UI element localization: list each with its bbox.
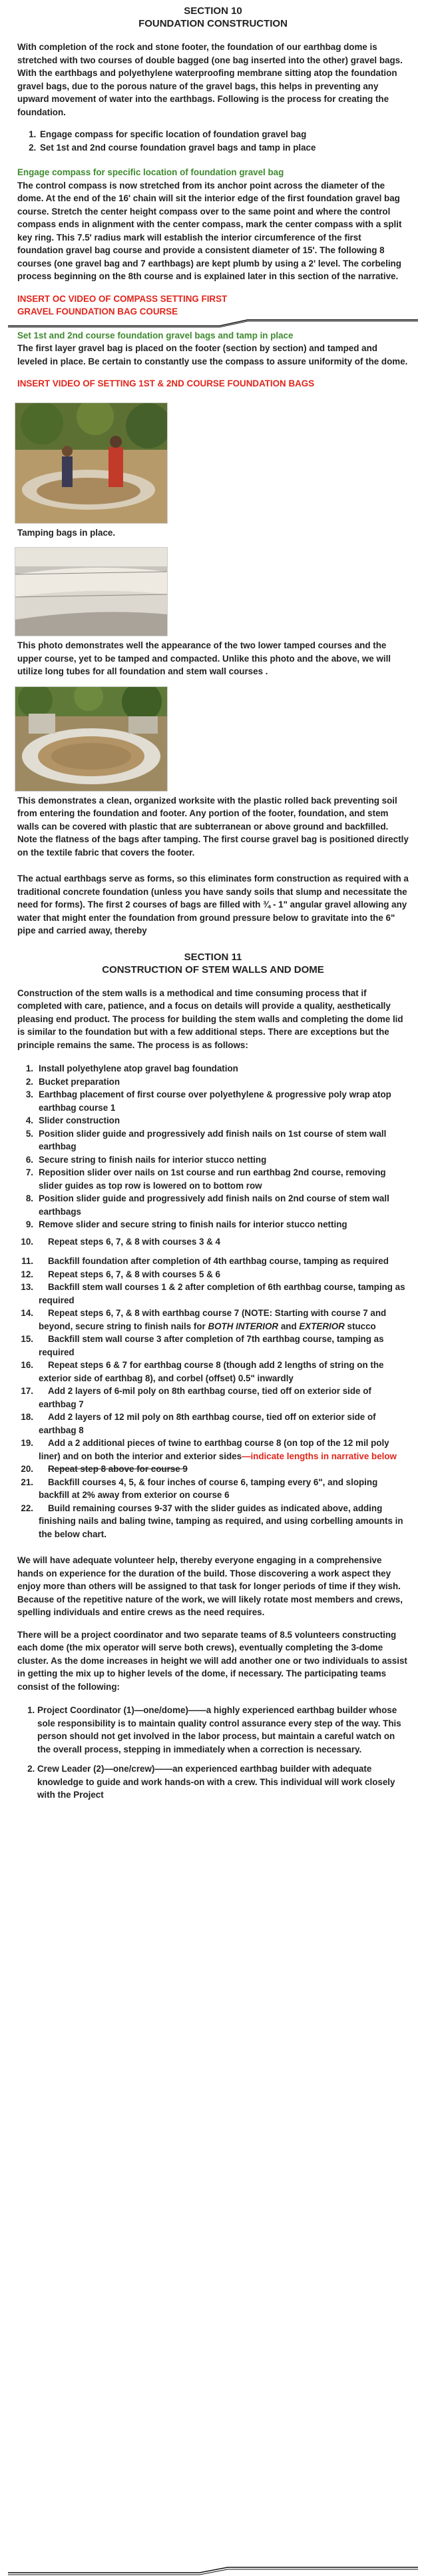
section-10-intro: With completion of the rock and stone footer, the foundation of our earthbag dome is stretched with two courses of double bagged (one bag inserted into the other) gravel bags. With the earthbags and polyethylene waterproofing membrane sitting atop the foundation gravel bags, due to the porous nature of the gravel bags, this helps in preventing any upward movement of water into the earthbags. Following is the process for creating the foundation.: [17, 42, 403, 117]
step-item: 5. Position slider guide and progressively add finish nails on 1st course of stem wall earthbag: [25, 1128, 387, 1151]
section-title: FOUNDATION CONSTRUCTION: [138, 18, 288, 29]
step-item: 9. Remove slider and secure string to finish nails for interior stucco netting: [25, 1219, 347, 1229]
step-item: 11. Backfill foundation after completion of 4th earthbag course, tamping as required: [21, 1256, 389, 1266]
team-roles: [0, 1704, 426, 1802]
set-course-heading: Set 1st and 2nd course foundation gravel bags and tamp in place: [17, 330, 294, 340]
step-item: 15. Backfill stem wall course 3 after completion of 7th earthbag course, tamping as required: [21, 1334, 384, 1357]
outline-item: 2. Set 1st and 2nd course foundation gravel bags and tamp in place: [39, 141, 409, 155]
divider-line: [0, 319, 426, 328]
coordinator-text: There will be a project coordinator and two separate teams of 8.5 volunteers constructing each dome (the mix operator will serve both crews), eventually completing the 3-dome cluster. As the dome increases in height we will add another one or two individuals to assist in getting the mix up to higher levels of the dome, if necessary. The participating teams consist of the following:: [17, 1629, 407, 1692]
step-item: 4. Slider construction: [25, 1115, 120, 1125]
step-item: 3. Earthbag placement of first course over polyethylene & progressive poly wrap atop earthbag course 1: [25, 1089, 391, 1113]
step-item: 21. Backfill courses 4, 5, & four inches of course 6, tamping every 6", and sloping backfill at 2% away from exterior on course 6: [21, 1477, 378, 1500]
section-number: SECTION 11: [184, 951, 242, 963]
foundation-outline: [0, 128, 426, 154]
volunteer-text: We will have adequate volunteer help, thereby everyone engaging in a comprehensive hands on experience for the duration of the build. Those discovering a work aspect they enjoy more than others will be assigned to that task for longer periods of time if they wish. Because of the repetitive nature of the work, we will likely rotate most members and crews, spelling individuals and entire crews as the need requires.: [17, 1555, 403, 1617]
photo-tamped-courses: [15, 547, 168, 636]
section-title: CONSTRUCTION OF STEM WALLS AND DOME: [102, 964, 324, 975]
photo-tamping-bags: [15, 402, 168, 524]
step-item: 6. Secure string to finish nails for interior stucco netting: [25, 1154, 267, 1165]
set-course-text: The first layer gravel bag is placed on the footer (section by section) and tamped and leveled in place. Be certain to constantly use the compass to assure uniformity of the dome.: [17, 343, 408, 366]
divider-line: [0, 2567, 426, 2576]
construction-steps: [0, 1062, 426, 1541]
compass-text: The control compass is now stretched from its anchor point across the diameter of the dome. At the end of the 16' chain will sit the interior edge of the first foundation gravel bag course. Stretch the center height compass over to the same point and where the control compass ends in alignment with the center compass, mark the center compass with a split key ring. This 7.5' radius mark will establish the interior circumference of the first foundation gravel bag course and provide a consistent diameter of 15'. The following 8 courses (one gravel bag and 7 earthbags) are kept plumb by using a 2' level. The corbeling process beginning on the 8th course and is explained later in this section of the narrative.: [17, 180, 402, 281]
caption-worksite: This demonstrates a clean, organized worksite with the plastic rolled back preventing soil from entering the foundation and footer. Any portion of the footer, foundation, and stem walls can be covered with plastic that are subterranean or above ground and backfilled. Note the flatness of the bags after tamping. The first course gravel bag is positioned directly on the textile fabric that covers the footer.: [17, 795, 409, 858]
role-item: 1. Project Coordinator (1)—one/dome)——a highly experienced earthbag builder whose sole responsibility is to maintain quality control assurance every step of the way. This person should not get involved in the labor process, but maintain a careful watch on the overall process, stepping in immediately when a correction is necessary.: [37, 1704, 409, 1756]
caption-tamped-courses: This photo demonstrates well the appearance of the two lower tamped courses and the upper course, yet to be tamped and compacted. Unlike this photo and the above, we will utilize long tubes for all foundation and stem wall courses .: [17, 640, 391, 676]
step-item: 2. Bucket preparation: [25, 1076, 120, 1087]
step-item: 10. Repeat steps 6, 7, & 8 with courses 3 & 4: [21, 1236, 220, 1247]
outline-item: 1. Engage compass for specific location of foundation gravel bag: [39, 128, 409, 141]
role-item: 2. Crew Leader (2)—one/crew)——an experienced earthbag builder with adequate knowledge to guide and work hands-on with a crew. This individual will work closely with the Project: [37, 1762, 409, 1802]
step-item: 14. Repeat steps 6, 7, & 8 with earthbag course 7 (NOTE: Starting with course 7 and beyond, secure string to finish nails for BOTH INTERIOR and EXTERIOR stucco: [21, 1308, 387, 1331]
step-item: 8. Position slider guide and progressively add finish nails on 2nd course of stem wall earthbags: [25, 1193, 389, 1217]
insert-compass-video-note: INSERT OC VIDEO OF COMPASS SETTING FIRST GRAVEL FOUNDATION BAG COURSE: [17, 293, 228, 317]
insert-setting-video-note: INSERT VIDEO OF SETTING 1ST & 2ND COURSE FOUNDATION BAGS: [17, 378, 315, 388]
step-item: 12. Repeat steps 6, 7, & 8 with courses 5 & 6: [21, 1269, 220, 1279]
section-10-header: [0, 5, 426, 30]
section-11-intro: Construction of the stem walls is a methodical and time consuming process that if completed with care, patience, and a focus on details will provide a quality, aesthetically pleasing end product. The process for building the stem walls and completing the dome lid is similar to the foundation but with a few additional steps. There are exceptions but the principle remains the same. The process is as follows:: [17, 987, 403, 1050]
step-item: 20. Repeat step 8 above for course 9: [21, 1464, 188, 1474]
narrative-note: —indicate lengths in narrative below: [242, 1451, 397, 1461]
step-item: 18. Add 2 layers of 12 mil poly on 8th earthbag course, tied off on exterior side of earthbag 8: [21, 1412, 376, 1435]
step-item: 17. Add 2 layers of 6-mil poly on 8th earthbag course, tied off on exterior side of earthbag 7: [21, 1386, 371, 1409]
step-item: 16. Repeat steps 6 & 7 for earthbag course 8 (though add 2 lengths of string on the exterior side of earthbag 8), and corbel (offset) 0.5" inwardly: [21, 1360, 384, 1383]
compass-heading: Engage compass for specific location of foundation gravel bag: [17, 167, 284, 177]
section-number: SECTION 10: [184, 5, 242, 17]
section-11-header: [0, 951, 426, 976]
earthbags-forms-text: The actual earthbags serve as forms, so this eliminates form construction as required with a traditional concrete foundation (unless you have sandy soils that slump and necessitate the need for forms). The first 2 courses of bags are filled with ¾ - 1" angular gravel allowing any water that might enter the foundation from ground pressure below to gravitate into the 6" pipe and carried away, thereby: [17, 874, 409, 936]
step-item: 22. Build remaining courses 9-37 with the slider guides as indicated above, adding finishing nails and baling twine, tamping as required, and using corbelling amounts in the below chart.: [21, 1503, 403, 1539]
step-item: 19. Add a 2 additional pieces of twine to earthbag course 8 (on top of the 12 mil poly liner) and on both the interior and exterior sides—indicate lengths in narrative below: [21, 1438, 397, 1461]
caption-tamping: Tamping bags in place.: [17, 527, 116, 538]
step-item: 7. Reposition slider over nails on 1st course and run earthbag 2nd course, removing slider guides as top row is lowered on to bottom row: [25, 1167, 386, 1191]
step-item: 1. Install polyethylene atop gravel bag foundation: [25, 1063, 238, 1073]
photo-worksite: [15, 686, 168, 792]
step-item: 13. Backfill stem wall courses 1 & 2 after completion of 6th earthbag course, tamping as required: [21, 1282, 405, 1305]
